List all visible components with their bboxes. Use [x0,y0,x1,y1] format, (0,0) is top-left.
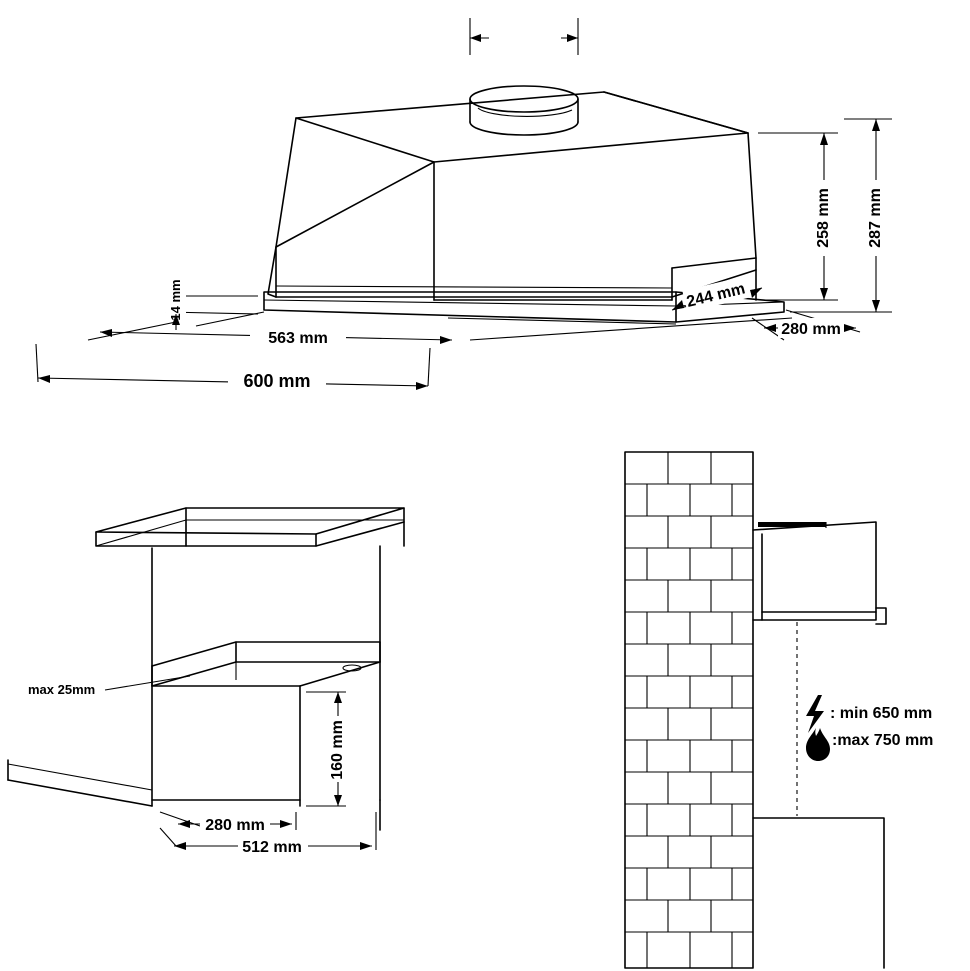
hood-body-view [36,18,892,392]
note-gas-label: :max 750 mm [832,732,934,749]
dim-label-panel-thickness: max 25mm [28,682,96,697]
dim-total-height [790,119,892,312]
cabinet-cutout-view [8,508,404,856]
dim-flange-thickness [166,262,258,330]
dim-label-cutout-height: 160 mm [329,720,346,780]
dim-label-inner-depth: 244 mm [684,280,747,311]
dim-label-total-width: 600 mm [243,371,311,391]
brick-joints [647,452,732,968]
wall-elevation-view [625,452,933,968]
dim-label-total-height: 287 mm [867,188,884,248]
dim-inner-width [100,312,676,348]
dim-cutout-depth [160,812,296,834]
dim-label-flange-thickness: 14 mm [168,279,183,321]
dim-label-body-height: 258 mm [815,188,832,248]
dim-depth [752,310,860,340]
dim-cutout-height [306,692,350,806]
dim-total-width [36,318,792,392]
dim-duct-diameter [470,18,578,55]
clearance-notes [806,695,933,761]
note-electric-label: : min 650 mm [830,705,933,722]
dim-label-inner-width: 563 mm [268,330,328,347]
dim-label-cutout-depth: 280 mm [205,817,265,834]
duct-outlet [470,86,578,135]
dim-body-height [758,133,838,300]
hood-side-elevation [753,522,886,624]
dim-label-cutout-width: 512 mm [242,839,302,856]
lightning-bolt-icon [806,695,824,733]
dim-label-depth: 280 mm [781,321,841,338]
dim-inner-depth [672,276,762,313]
flame-icon [806,728,830,761]
brick-courses [625,484,753,932]
